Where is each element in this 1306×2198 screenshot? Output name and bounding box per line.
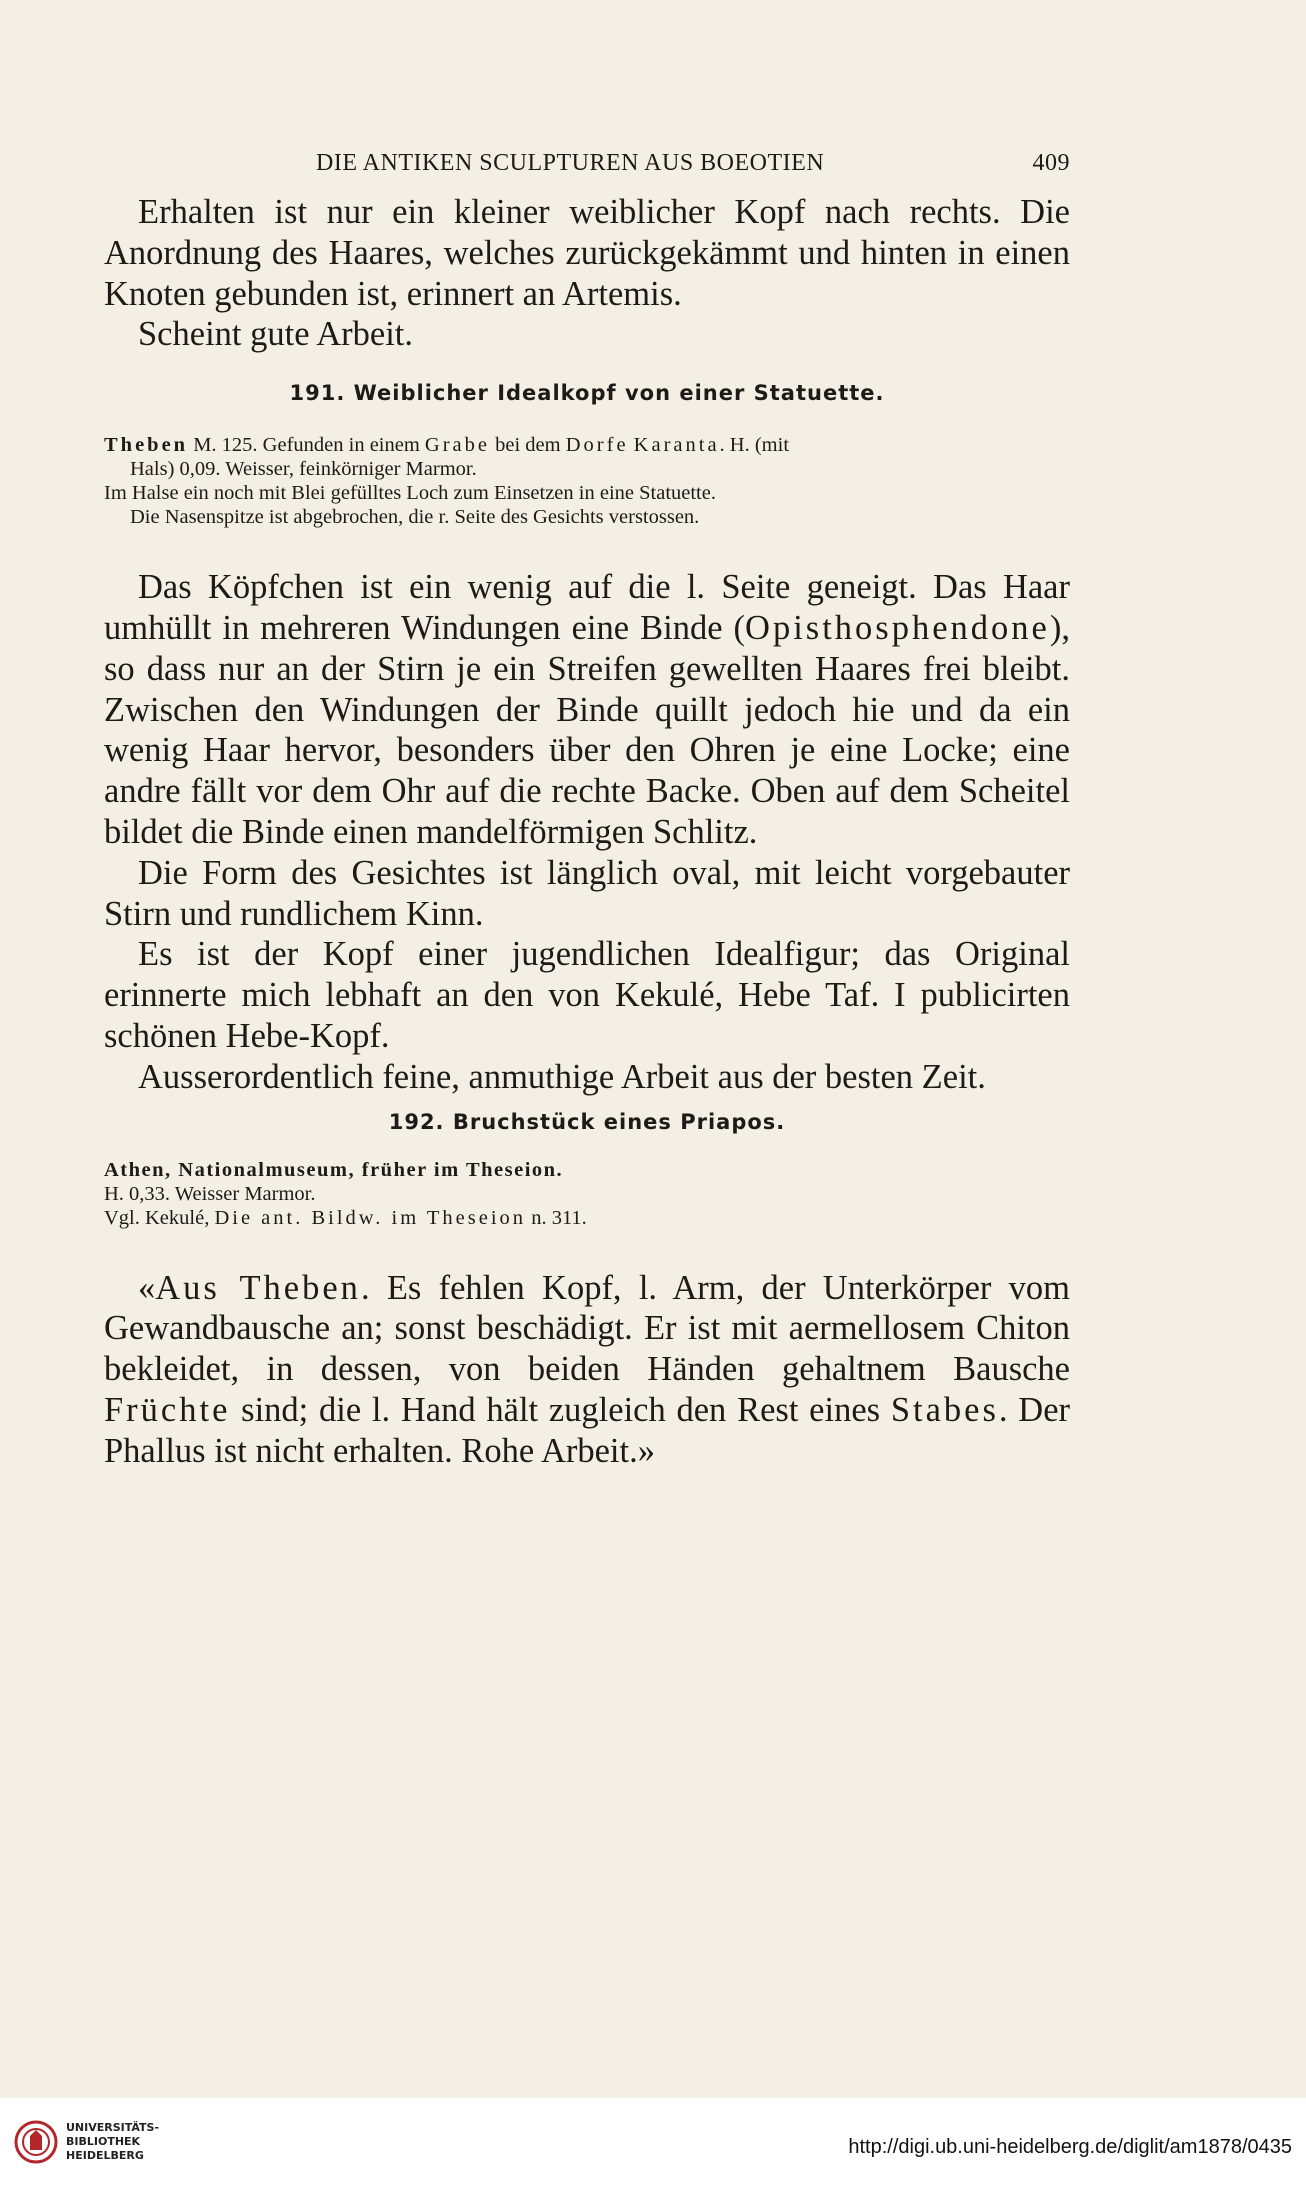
quote-open: « <box>138 1268 156 1307</box>
heidelberg-seal-icon <box>14 2116 58 2168</box>
entry-191-description <box>104 567 1070 1097</box>
quote-stabes: Stabes <box>890 1390 999 1429</box>
ref-number: n. 311. <box>526 1206 587 1229</box>
spacer <box>104 1230 1070 1268</box>
entry-191-note-2: Die Nasenspitze ist abgebrochen, die r. Seite des Gesichts verstossen. <box>130 506 700 529</box>
para-text: Das Köpfchen ist ein wenig auf die l. Seite geneigt. Das Haar umhüllt in mehreren Windungen eine Binde ( <box>104 568 1070 647</box>
quote-fruechte: Früchte <box>104 1390 231 1429</box>
opisthosphendone-term: Opisthosphendone <box>745 608 1050 647</box>
entry-192-reference <box>104 1206 1070 1230</box>
para-text-cont: ), so dass nur an der Stirn je ein Streifen gewellten Haares frei bleibt. Zwischen den Windungen der Binde quillt jedoch hie und da ein wenig Haar hervor, besonders über den Ohren je eine Locke; eine andre fällt vor dem Ohr auf die rechte Backe. Oben auf dem Scheitel bildet die Binde einen mandelförmigen Schlitz. <box>104 608 1070 851</box>
quote-text-end: . Der Phallus ist nicht erhalten. Rohe Arbeit.» <box>104 1390 1071 1470</box>
entry-191-catalog <box>104 433 1070 529</box>
entry-192-title: 192. Bruchstück eines Priapos. <box>388 1109 786 1134</box>
intro-paragraph-2: Scheint gute Arbeit. <box>138 315 413 354</box>
entry-191-title: 191. Weiblicher Idealkopf von einer Statuette. <box>289 381 885 406</box>
logo-line-3: HEIDELBERG <box>66 2149 144 2162</box>
library-logo-text <box>66 2121 159 2163</box>
find-village: Dorfe <box>565 434 629 457</box>
entry-192-quote <box>104 1268 1070 1472</box>
running-title: DIE ANTIKEN SCULPTUREN AUS BOEOTIEN <box>316 150 825 176</box>
find-karanta: Karanta <box>633 434 720 457</box>
entry-191-paragraph-1 <box>104 567 1070 853</box>
ref-author: Vgl. Kekulé, <box>104 1206 215 1229</box>
quote-theben: Aus Theben <box>155 1268 361 1307</box>
entry-192-dimensions: H. 0,33. Weisser Marmor. <box>104 1182 316 1205</box>
logo-line-2: BIBLIOTHEK <box>66 2135 141 2148</box>
find-text: M. 125. Gefunden in einem <box>188 434 425 457</box>
intro-paragraph-1: Erhalten ist nur ein kleiner weiblicher Kopf nach rechts. Die Anordnung des Haares, welches zurückgekämmt und hinten in einen Knoten gebunden ist, erinnert an Artemis. <box>104 193 1070 313</box>
entry-191-paragraph-4: Ausserordentlich feine, anmuthige Arbeit aus der besten Zeit. <box>138 1057 986 1096</box>
entry-191-find-line <box>104 433 1070 457</box>
entry-191-paragraph-2: Die Form des Gesichtes ist länglich oval, mit leicht vorgebauter Stirn und rundlichem Kinn. <box>104 853 1070 933</box>
page-content <box>104 150 1070 1472</box>
source-url[interactable]: http://digi.ub.uni-heidelberg.de/diglit/am1878/0435 <box>848 2136 1292 2158</box>
page-number: 409 <box>1032 150 1070 176</box>
find-grave: Grabe <box>424 434 491 457</box>
entry-192-catalog <box>104 1158 1070 1230</box>
ref-title: Die ant. Bildw. im Theseion <box>214 1206 527 1229</box>
library-logo[interactable] <box>14 2116 159 2168</box>
entry-191-paragraph-3: Es ist der Kopf einer jugendlichen Idealfigur; das Original erinnerte mich lebhaft an den von Kekulé, Hebe Taf. I publicirten schönen Hebe-Kopf. <box>104 935 1070 1055</box>
running-head <box>104 150 1070 192</box>
find-place: Theben <box>104 434 189 457</box>
logo-line-1: UNIVERSITÄTS- <box>66 2121 160 2134</box>
entry-191-note-1: Im Halse ein noch mit Blei gefülltes Loch zum Einsetzen in eine Statuette. <box>104 482 716 505</box>
quote-text-cont: sind; die l. Hand hält zugleich den Rest eines <box>230 1390 891 1429</box>
entry-192-description <box>104 1268 1070 1472</box>
quote-text: . Es fehlen Kopf, l. Arm, der Unterkörper vom Gewandbausche an; sonst beschädigt. Er ist mit aermellosem Chiton bekleidet, in dessen, von beiden Händen gehaltnem Bausche <box>104 1268 1070 1389</box>
entry-192-location: Athen, Nationalmuseum, früher im Theseion. <box>104 1158 564 1181</box>
entry-191-dimensions: Hals) 0,09. Weisser, feinkörniger Marmor. <box>130 458 477 481</box>
intro-text <box>104 192 1070 355</box>
spacer <box>104 529 1070 567</box>
find-text-end: . H. (mit <box>719 434 790 457</box>
find-text-mid: bei dem <box>490 434 566 457</box>
